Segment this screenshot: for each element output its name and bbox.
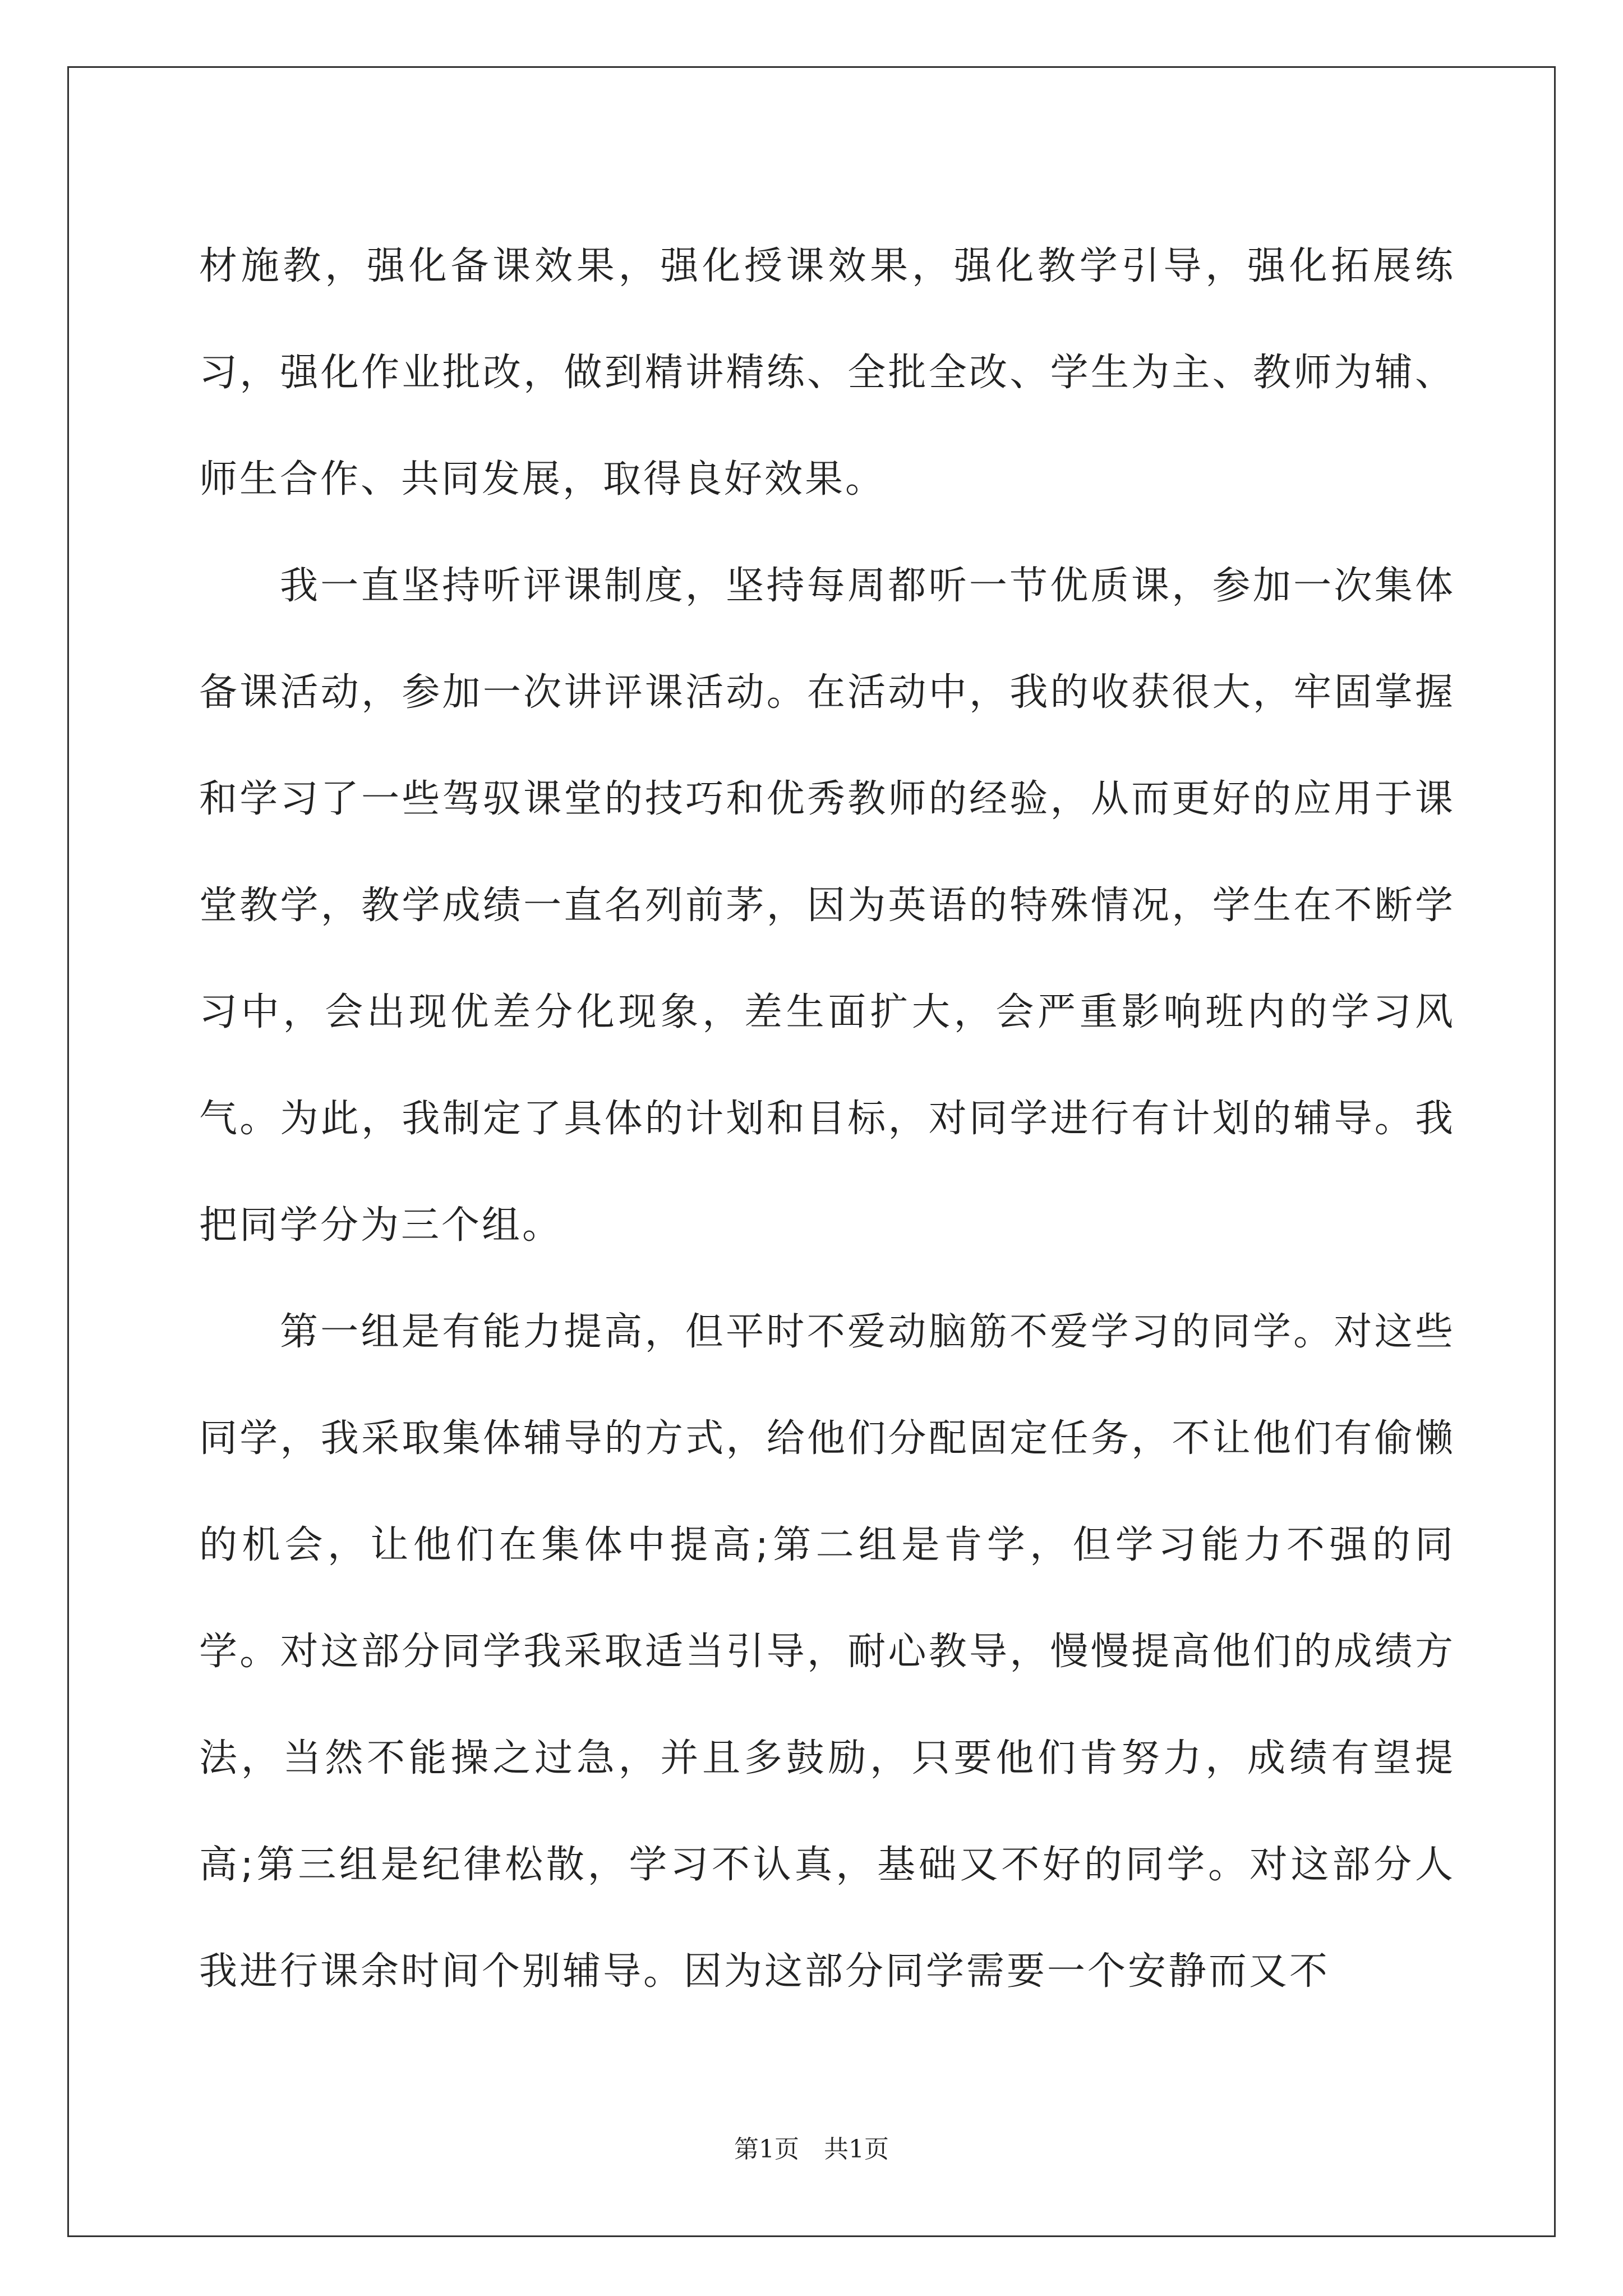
paragraph-3: 第一组是有能力提高，但平时不爱动脑筋不爱学习的同学。对这些同学，我采取集体辅导的方式，给他们分配固定任务，不让他们有偷懒的机会，让他们在集体中提高;第二组是肯学，但学习能力不强的同学。对这部分同学我采取适当引导，耐心教导，慢慢提高他们的成绩方法，当然不能操之过急，并且多鼓励，只要他们肯努力，成绩有望提高;第三组是纪律松散，学习不认真，基础又不好的同学。对这部分人我进行课余时间个别辅导。因为这部分同学需要一个安静而又不 [199,1310,1455,1994]
paragraph-2: 我一直坚持听评课制度，坚持每周都听一节优质课，参加一次集体备课活动，参加一次讲评课活动。在活动中，我的收获很大，牢固掌握和学习了一些驾驭课堂的技巧和优秀教师的经验，从而更好的应用于课堂教学，教学成绩一直名列前茅，因为英语的特殊情况，学生在不断学习中，会出现优差分化现象，差生面扩大，会严重影响班内的学习风气。为此，我制定了具体的计划和目标，对同学进行有计划的辅导。我把同学分为三个组。 [199,564,1455,1248]
paragraph-1: 材施教，强化备课效果，强化授课效果，强化教学引导，强化拓展练习，强化作业批改，做到精讲精练、全批全改、学生为主、教师为辅、师生合作、共同发展，取得良好效果。 [199,244,1455,501]
document-body [199,213,1455,2025]
page-number-footer: 第1页 共1页 [734,2135,889,2164]
